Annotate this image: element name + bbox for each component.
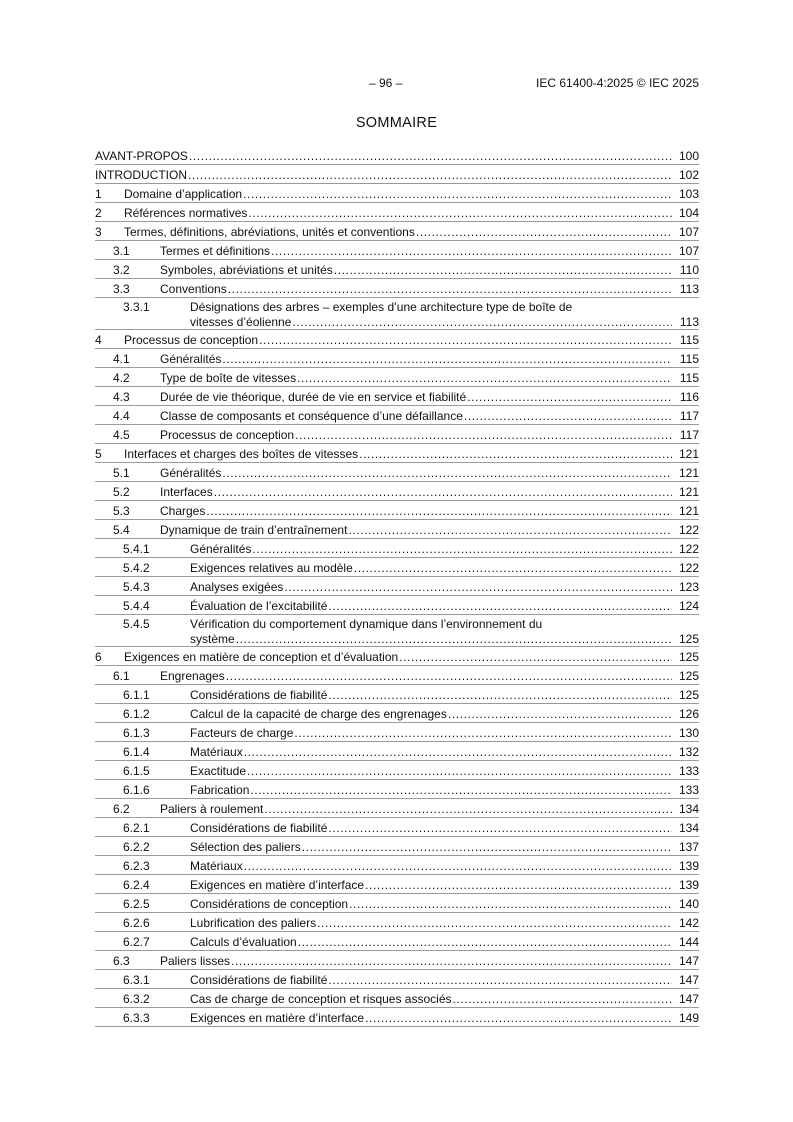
toc-entry-label: Conventions — [160, 282, 227, 296]
toc-entry-label: Considérations de fiabilité — [190, 688, 328, 702]
dot-leader — [328, 821, 672, 836]
toc-entry[interactable] — [95, 463, 699, 482]
toc-entry-page: 115 — [679, 371, 699, 385]
toc-entry-page: 116 — [679, 390, 699, 404]
dot-leader — [453, 992, 673, 1007]
toc-entry-number: 6.2.5 — [123, 897, 150, 911]
toc-entry-label: Généralités — [160, 352, 222, 366]
toc-entry-page: 149 — [678, 1011, 699, 1025]
dot-leader — [416, 225, 672, 240]
toc-entry[interactable] — [95, 685, 699, 704]
toc-entry-number: 4.5 — [113, 428, 130, 442]
toc-entry[interactable] — [95, 875, 699, 894]
toc-entry-page: 122 — [678, 523, 699, 537]
toc-entry-number: 6.3.3 — [123, 1011, 150, 1025]
toc-entry[interactable] — [95, 951, 699, 970]
dot-leader — [297, 371, 672, 386]
toc-entry-label: Considérations de conception — [190, 897, 349, 911]
toc-entry[interactable] — [95, 856, 699, 875]
toc-entry-label: Vérification du comportement dynamique dans l’environnement du — [190, 617, 543, 631]
dot-leader — [328, 599, 672, 614]
dot-leader — [365, 1011, 672, 1026]
toc-entry-number: 6.3 — [113, 954, 130, 968]
toc-entry-page: 121 — [678, 485, 699, 499]
toc-entry-number: 5.1 — [113, 466, 130, 480]
dot-leader — [292, 316, 672, 329]
toc-entry-label: Généralités — [160, 466, 222, 480]
toc-entry-label: Considérations de fiabilité — [190, 821, 328, 835]
toc-entry-page: 139 — [678, 859, 699, 873]
toc-entry-page: 142 — [678, 916, 699, 930]
toc-entry-label-continued: vitesses d’éolienne — [190, 315, 292, 329]
toc-entry-label: Analyses exigées — [190, 580, 284, 594]
toc-entry-page: 132 — [678, 745, 699, 759]
toc-entry-number: 4.4 — [113, 409, 130, 423]
toc-entry[interactable] — [95, 742, 699, 761]
toc-entry-number: 5.4.2 — [123, 561, 150, 575]
toc-entry-number: 3.3.1 — [123, 300, 150, 314]
toc-entry-number: 6.2.1 — [123, 821, 150, 835]
toc-entry-label: Lubrification des paliers — [190, 916, 317, 930]
toc-entry-page: 125 — [678, 650, 699, 664]
toc-entry-number: 6.2.6 — [123, 916, 150, 930]
toc-entry[interactable] — [95, 165, 699, 184]
toc-entry-page: 113 — [679, 282, 699, 296]
toc-entry-label: Cas de charge de conception et risques associés — [190, 992, 452, 1006]
dot-leader — [334, 263, 672, 278]
toc-entry-page: 147 — [678, 954, 699, 968]
dot-leader — [244, 745, 672, 760]
document-reference: IEC 61400-4:2025 © IEC 2025 — [536, 76, 699, 90]
toc-entry-page: 147 — [678, 992, 699, 1006]
toc-entry-number: 6 — [95, 650, 102, 664]
toc-entry[interactable] — [95, 596, 699, 615]
toc-entry[interactable] — [95, 368, 699, 387]
toc-entry-label: Généralités — [190, 542, 252, 556]
toc-entry-page: 121 — [678, 466, 699, 480]
toc-entry-number: 5.4.1 — [123, 542, 150, 556]
toc-entry-page: 117 — [679, 428, 699, 442]
toc-entry-page: 137 — [678, 840, 699, 854]
toc-entry[interactable] — [95, 761, 699, 780]
toc-entry-page: 104 — [678, 206, 699, 220]
toc-entry-number: 6.3.2 — [123, 992, 150, 1006]
toc-entry-page: 121 — [678, 504, 699, 518]
toc-entry-page: 125 — [678, 632, 699, 646]
toc-entry-label: Exigences relatives au modèle — [190, 561, 353, 575]
toc-entry-page: 147 — [678, 973, 699, 987]
toc-entry-label: Désignations des arbres – exemples d’une architecture type de boîte de — [190, 300, 573, 314]
dot-leader — [348, 523, 672, 538]
toc-entry[interactable] — [95, 666, 699, 685]
toc-entry-page: 122 — [678, 561, 699, 575]
toc-entry-number: 6.1.3 — [123, 726, 150, 740]
toc-entry-number: 3.2 — [113, 263, 130, 277]
dot-leader — [264, 802, 672, 817]
toc-entry-label: Symboles, abréviations et unités — [160, 263, 333, 277]
toc-entry[interactable] — [95, 330, 699, 349]
dot-leader — [298, 935, 672, 950]
toc-entry[interactable] — [95, 837, 699, 856]
dot-leader — [236, 633, 672, 646]
toc-entry-page: 134 — [678, 821, 699, 835]
dot-leader — [244, 859, 672, 874]
toc-entry[interactable] — [95, 425, 699, 444]
toc-entry-label: Sélection des paliers — [190, 840, 301, 854]
toc-entry[interactable] — [95, 241, 699, 260]
toc-entry-number: 5.4 — [113, 523, 130, 537]
dot-leader — [188, 168, 672, 183]
dot-leader — [284, 580, 672, 595]
toc-entry-page: 121 — [678, 447, 699, 461]
page-number: – 96 – — [369, 76, 403, 90]
toc-entry[interactable] — [95, 1008, 699, 1027]
dot-leader — [317, 916, 672, 931]
toc-entry[interactable] — [95, 894, 699, 913]
dot-leader — [228, 282, 672, 297]
toc-entry-label: Type de boîte de vitesses — [160, 371, 297, 385]
toc-entry[interactable] — [95, 723, 699, 742]
dot-leader — [214, 485, 672, 500]
toc-entry[interactable] — [95, 387, 699, 406]
toc-entry-number: 6.1.5 — [123, 764, 150, 778]
toc-entry[interactable] — [95, 406, 699, 425]
toc-entry-number: 3.1 — [113, 244, 130, 258]
toc-entry[interactable] — [95, 780, 699, 799]
toc-entry-number: 6.2.2 — [123, 840, 150, 854]
table-of-contents — [95, 146, 699, 1027]
dot-leader — [271, 244, 672, 259]
dot-leader — [328, 973, 672, 988]
toc-entry-number: 5.4.3 — [123, 580, 150, 594]
toc-entry[interactable] — [95, 260, 699, 279]
toc-entry-page: 115 — [679, 352, 699, 366]
toc-entry[interactable] — [95, 539, 699, 558]
toc-entry-number: 3 — [95, 225, 102, 239]
toc-entry-page: 123 — [678, 580, 699, 594]
toc-entry-page: 122 — [678, 542, 699, 556]
dot-leader — [206, 504, 672, 519]
toc-entry-number: 4.3 — [113, 390, 130, 404]
toc-entry-page: 124 — [678, 599, 699, 613]
dot-leader — [359, 447, 672, 462]
dot-leader — [365, 878, 672, 893]
dot-leader — [222, 352, 672, 367]
toc-entry[interactable] — [95, 970, 699, 989]
toc-entry[interactable] — [95, 913, 699, 932]
toc-entry-page: 115 — [679, 333, 699, 347]
toc-entry-label: Paliers lisses — [160, 954, 231, 968]
toc-entry-number: 6.2 — [113, 802, 130, 816]
toc-entry[interactable] — [95, 279, 699, 298]
toc-entry-number: 4 — [95, 333, 102, 347]
toc-entry-label: Domaine d’application — [124, 187, 243, 201]
toc-entry-label: Références normatives — [124, 206, 248, 220]
toc-entry-page: 113 — [679, 315, 699, 329]
toc-entry-label: Considérations de fiabilité — [190, 973, 328, 987]
toc-entry-label: Exigences en matière d’interface — [190, 1011, 365, 1025]
toc-entry-page: 107 — [678, 225, 699, 239]
toc-entry-page: 139 — [678, 878, 699, 892]
toc-entry-label: Matériaux — [190, 745, 243, 759]
toc-entry-label: Interfaces — [160, 485, 213, 499]
toc-entry-number: 1 — [95, 187, 102, 201]
dot-leader — [464, 409, 672, 424]
dot-leader — [247, 764, 672, 779]
dot-leader — [252, 542, 672, 557]
dot-leader — [302, 840, 672, 855]
toc-entry-page: 133 — [678, 764, 699, 778]
toc-entry-label: Matériaux — [190, 859, 243, 873]
toc-entry-label: Dynamique de train d’entraînement — [160, 523, 348, 537]
toc-entry[interactable] — [95, 146, 699, 165]
dot-leader — [399, 650, 672, 665]
toc-entry-number: 4.1 — [113, 352, 130, 366]
toc-entry-label: Durée de vie théorique, durée de vie en service et fiabilité — [160, 390, 467, 404]
toc-entry-number: 6.1 — [113, 669, 130, 683]
toc-entry-label-continued: système — [190, 632, 235, 646]
toc-entry[interactable] — [95, 482, 699, 501]
toc-entry-label: Exigences en matière de conception et d’évaluation — [124, 650, 399, 664]
toc-entry-number: 6.2.7 — [123, 935, 150, 949]
toc-entry[interactable] — [95, 222, 699, 241]
toc-entry-label: Exigences en matière d’interface — [190, 878, 365, 892]
toc-entry-page: 102 — [678, 168, 699, 182]
toc-entry-page: 144 — [678, 935, 699, 949]
toc-entry[interactable] — [95, 647, 699, 666]
toc-entry-number: 6.2.4 — [123, 878, 150, 892]
toc-entry-label: AVANT-PROPOS — [95, 149, 188, 163]
toc-entry-number: 5.4.5 — [123, 617, 150, 631]
toc-entry[interactable] — [95, 799, 699, 818]
toc-entry[interactable] — [95, 818, 699, 837]
toc-entry-page: 126 — [678, 707, 699, 721]
toc-entry-number: 5.4.4 — [123, 599, 150, 613]
toc-entry[interactable] — [95, 615, 699, 647]
toc-entry-page: 103 — [678, 187, 699, 201]
toc-entry-label: INTRODUCTION — [95, 168, 187, 182]
toc-entry[interactable] — [95, 577, 699, 596]
toc-entry-page: 134 — [678, 802, 699, 816]
toc-entry-label: Classe de composants et conséquence d’une défaillance — [160, 409, 463, 423]
dot-leader — [226, 669, 672, 684]
toc-entry-page: 130 — [678, 726, 699, 740]
dot-leader — [231, 954, 672, 969]
toc-entry-number: 5 — [95, 447, 102, 461]
toc-entry-number: 6.1.2 — [123, 707, 150, 721]
toc-entry-page: 110 — [679, 263, 699, 277]
toc-entry-label: Termes, définitions, abréviations, unités et conventions — [124, 225, 415, 239]
dot-leader — [259, 333, 672, 348]
toc-entry-number: 5.2 — [113, 485, 130, 499]
toc-entry[interactable] — [95, 184, 699, 203]
toc-entry-page: 133 — [678, 783, 699, 797]
toc-entry-label: Paliers à roulement — [160, 802, 264, 816]
dot-leader — [294, 726, 672, 741]
toc-entry-label: Charges — [160, 504, 206, 518]
toc-entry-page: 125 — [678, 688, 699, 702]
toc-entry-number: 3.3 — [113, 282, 130, 296]
toc-entry-label: Interfaces et charges des boîtes de vitesses — [124, 447, 359, 461]
toc-entry[interactable] — [95, 203, 699, 222]
toc-entry-page: 117 — [679, 409, 699, 423]
toc-entry-label: Calculs d’évaluation — [190, 935, 297, 949]
toc-entry-label: Calcul de la capacité de charge des engrenages — [190, 707, 447, 721]
toc-entry[interactable] — [95, 298, 699, 330]
dot-leader — [243, 187, 672, 202]
toc-entry[interactable] — [95, 989, 699, 1008]
dot-leader — [222, 466, 672, 481]
toc-entry-number: 6.1.4 — [123, 745, 150, 759]
toc-entry-number: 6.2.3 — [123, 859, 150, 873]
dot-leader — [448, 707, 672, 722]
toc-entry-number: 4.2 — [113, 371, 130, 385]
dot-leader — [349, 897, 672, 912]
toc-entry-number: 6.1.6 — [123, 783, 150, 797]
toc-entry[interactable] — [95, 558, 699, 577]
toc-entry-page: 140 — [678, 897, 699, 911]
toc-entry-label: Facteurs de charge — [190, 726, 294, 740]
toc-entry[interactable] — [95, 501, 699, 520]
dot-leader — [467, 390, 672, 405]
toc-entry-label: Termes et définitions — [160, 244, 271, 258]
page-header — [95, 76, 699, 92]
dot-leader — [295, 428, 672, 443]
toc-entry-label: Fabrication — [190, 783, 250, 797]
toc-entry-page: 125 — [678, 669, 699, 683]
dot-leader — [189, 149, 672, 164]
toc-entry-label: Exactitude — [190, 764, 247, 778]
toc-entry-page: 107 — [678, 244, 699, 258]
toc-entry[interactable] — [95, 520, 699, 539]
dot-leader — [328, 688, 672, 703]
toc-title: SOMMAIRE — [355, 115, 438, 131]
dot-leader — [250, 783, 672, 798]
toc-entry-page: 100 — [678, 149, 699, 163]
toc-entry-label: Processus de conception — [124, 333, 259, 347]
toc-entry-number: 6.3.1 — [123, 973, 150, 987]
toc-entry-number: 2 — [95, 206, 102, 220]
toc-entry-number: 5.3 — [113, 504, 130, 518]
toc-entry[interactable] — [95, 444, 699, 463]
toc-entry-label: Évaluation de l’excitabilité — [190, 599, 328, 613]
dot-leader — [354, 561, 672, 576]
toc-entry-label: Engrenages — [160, 669, 225, 683]
toc-entry[interactable] — [95, 932, 699, 951]
toc-entry-label: Processus de conception — [160, 428, 295, 442]
toc-entry-number: 6.1.1 — [123, 688, 150, 702]
dot-leader — [248, 206, 672, 221]
toc-entry[interactable] — [95, 704, 699, 723]
toc-entry[interactable] — [95, 349, 699, 368]
